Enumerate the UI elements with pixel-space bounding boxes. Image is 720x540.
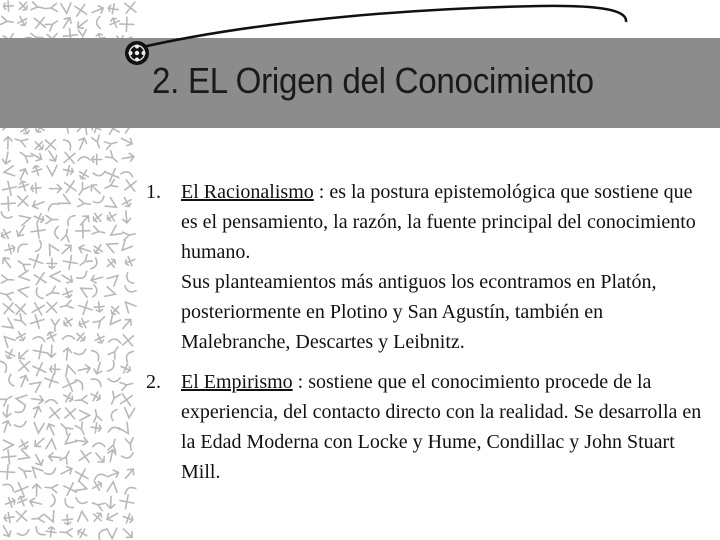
pattern-glyph [122, 467, 136, 481]
pattern-glyph [46, 439, 57, 450]
pattern-glyph [91, 377, 103, 387]
slide-title: 2. EL Origen del Conocimiento [152, 60, 594, 101]
pattern-glyph [108, 225, 122, 239]
pattern-glyph [3, 181, 17, 195]
item-number: 2. [146, 371, 161, 393]
pattern-glyph [45, 468, 57, 476]
pattern-glyph [93, 473, 105, 480]
pattern-glyph [91, 258, 99, 270]
pattern-glyph [15, 421, 27, 428]
pattern-glyph [18, 196, 28, 206]
pattern-glyph [97, 528, 106, 540]
pattern-glyph [108, 378, 120, 382]
pattern-glyph [49, 408, 60, 419]
pattern-glyph [104, 256, 118, 270]
pattern-glyph [120, 380, 134, 391]
pattern-glyph [4, 496, 17, 509]
pattern-glyph [93, 314, 107, 328]
pattern-glyph [46, 216, 58, 224]
pattern-glyph [3, 512, 14, 523]
pattern-glyph [51, 495, 56, 507]
pattern-glyph [33, 423, 44, 434]
pattern-glyph [75, 395, 88, 404]
pattern-glyph [47, 165, 57, 175]
pattern-glyph [46, 149, 59, 163]
pattern-glyph [122, 299, 136, 313]
pattern-glyph [1, 275, 14, 284]
pattern-glyph [64, 483, 77, 496]
pattern-glyph [51, 319, 59, 331]
item-extra-paragraph: Sus planteamientos más antiguos los econtramos en Platón, posteriormente en Plotino y San Agustín, también en Malebranche, Descartes y Leibnitz. [181, 271, 657, 353]
pattern-glyph [3, 440, 13, 450]
pattern-glyph [18, 270, 29, 281]
pattern-glyph [34, 273, 46, 285]
pattern-glyph [123, 335, 134, 346]
pattern-glyph [120, 195, 134, 209]
pattern-glyph [3, 166, 14, 177]
pattern-glyph [4, 243, 16, 255]
item-definition-paragraph [181, 177, 706, 267]
pattern-glyph [15, 405, 27, 415]
pattern-glyph [0, 212, 12, 220]
pattern-glyph [33, 484, 41, 496]
pattern-glyph [64, 152, 75, 163]
item-definition-paragraph [181, 367, 706, 487]
pattern-glyph [31, 198, 45, 210]
pattern-glyph [59, 194, 72, 207]
pattern-glyph [106, 314, 120, 328]
pattern-glyph [122, 211, 131, 224]
pattern-glyph [61, 286, 74, 299]
pattern-glyph [120, 317, 134, 331]
pattern-glyph [50, 364, 61, 375]
pattern-glyph [123, 485, 135, 494]
pattern-glyph [55, 227, 59, 239]
pattern-glyph [63, 336, 75, 340]
pattern-glyph [124, 255, 137, 268]
pattern-glyph [2, 450, 16, 464]
pattern-glyph [17, 438, 31, 452]
pattern-glyph [108, 345, 121, 359]
pattern-glyph [3, 482, 15, 491]
pattern-glyph [45, 511, 58, 524]
pattern-glyph [107, 272, 121, 286]
pattern-glyph [18, 374, 30, 388]
pattern-glyph [76, 481, 89, 494]
pattern-glyph [19, 361, 30, 372]
pattern-glyph [45, 526, 56, 537]
pattern-glyph [45, 422, 57, 436]
pattern-glyph [8, 374, 14, 386]
pattern-glyph [0, 289, 13, 300]
pattern-glyph [16, 258, 30, 272]
pattern-glyph [91, 499, 105, 511]
pattern-glyph [78, 284, 92, 298]
pattern-glyph [17, 285, 29, 297]
pattern-glyph [121, 170, 133, 176]
pattern-glyph [16, 242, 27, 253]
pattern-glyph [32, 212, 45, 225]
pattern-glyph [105, 240, 118, 253]
pattern-glyph [77, 511, 88, 522]
pattern-glyph [14, 329, 28, 343]
pattern-glyph [93, 196, 105, 205]
pattern-glyph [45, 286, 59, 299]
pattern-glyph [90, 422, 101, 433]
pattern-glyph [91, 210, 105, 224]
pattern-glyph [78, 364, 91, 374]
pattern-glyph [31, 183, 42, 194]
pattern-glyph [62, 165, 74, 177]
pattern-glyph [17, 167, 29, 181]
pattern-glyph [78, 255, 92, 269]
pattern-glyph [125, 438, 135, 451]
pattern-glyph [106, 151, 120, 165]
pattern-glyph [47, 201, 59, 210]
pattern-glyph [62, 514, 73, 525]
pattern-glyph [107, 528, 117, 538]
pattern-glyph [50, 271, 60, 281]
pattern-glyph [77, 213, 91, 227]
pattern-glyph [90, 479, 104, 493]
list-item-racionalismo [146, 177, 706, 357]
pattern-glyph [16, 495, 29, 508]
pattern-glyph [17, 530, 29, 537]
pattern-glyph [76, 469, 88, 481]
pattern-glyph [75, 378, 85, 390]
pattern-glyph [47, 258, 57, 268]
pattern-glyph [106, 496, 115, 508]
pattern-glyph [0, 524, 13, 538]
pattern-glyph [77, 167, 91, 181]
pattern-glyph [32, 435, 46, 449]
pattern-glyph [65, 214, 75, 226]
pattern-glyph [1, 465, 15, 479]
pattern-glyph [119, 422, 133, 436]
pattern-glyph [105, 510, 119, 523]
pattern-glyph [75, 436, 88, 445]
pattern-glyph [106, 469, 120, 481]
pattern-glyph [122, 512, 135, 525]
pattern-glyph [75, 422, 88, 436]
pattern-glyph [30, 378, 44, 392]
pattern-glyph [91, 409, 101, 422]
pattern-glyph [105, 198, 119, 212]
pattern-glyph [1, 196, 15, 210]
pattern-glyph [88, 182, 102, 196]
pattern-glyph [105, 210, 119, 224]
definition-racionalismo: : es la postura epistemológica que sostiene que es el pensamiento, la razón, la fuente principal del conocimiento humano. [181, 181, 696, 263]
pattern-glyph [94, 301, 105, 312]
pattern-glyph [65, 408, 76, 419]
pattern-glyph [76, 527, 90, 540]
pattern-glyph [61, 228, 71, 241]
pattern-glyph [108, 391, 120, 405]
pattern-glyph [63, 255, 77, 269]
pattern-glyph [78, 156, 90, 160]
pattern-glyph [30, 315, 44, 329]
pattern-glyph [32, 303, 44, 315]
pattern-glyph [29, 497, 43, 508]
pattern-glyph [16, 347, 30, 361]
term-empirismo: El Empirismo [181, 371, 293, 393]
content-list [146, 177, 706, 487]
pattern-glyph [60, 528, 72, 536]
pattern-glyph [61, 315, 75, 329]
definition-empirismo: : sostiene que el conocimiento procede de la experiencia, del contacto directo con la realidad. Se desarrolla en la Edad Moderna con Locke y Hume, Condillac y John Stuart Mill. [181, 371, 702, 483]
pattern-glyph [17, 464, 31, 477]
pattern-glyph [63, 364, 75, 376]
pattern-glyph [104, 287, 116, 299]
pattern-glyph [119, 362, 132, 375]
pattern-glyph [15, 304, 26, 315]
pattern-glyph [0, 227, 13, 240]
pattern-glyph [78, 244, 92, 255]
pattern-glyph [78, 199, 91, 208]
pattern-glyph [2, 151, 12, 164]
pattern-glyph [45, 242, 59, 256]
pattern-glyph [59, 300, 73, 311]
pattern-glyph [17, 180, 30, 193]
pattern-glyph [125, 273, 134, 285]
pattern-glyph [93, 332, 106, 345]
pattern-glyph [124, 286, 136, 294]
pattern-glyph [0, 419, 11, 433]
pattern-glyph [77, 271, 89, 281]
ornate-circle-icon [124, 40, 150, 66]
pattern-glyph [45, 399, 57, 403]
pattern-glyph [109, 338, 121, 343]
pattern-glyph [76, 182, 89, 196]
pattern-glyph [15, 483, 28, 496]
pattern-glyph [33, 345, 47, 359]
pattern-glyph [121, 153, 134, 163]
list-item-empirismo [146, 367, 706, 487]
pattern-glyph [31, 395, 44, 405]
pattern-glyph [62, 348, 71, 361]
pattern-glyph [104, 138, 118, 149]
pattern-glyph [18, 149, 32, 163]
pattern-glyph [92, 226, 105, 236]
pattern-glyph [32, 453, 45, 467]
pattern-glyph [64, 181, 76, 193]
pattern-glyph [76, 224, 90, 238]
pattern-glyph [59, 465, 73, 477]
pattern-glyph [75, 498, 87, 506]
pattern-glyph [3, 303, 14, 314]
pattern-glyph [90, 510, 104, 524]
pattern-glyph [3, 347, 16, 360]
pattern-glyph [59, 243, 73, 257]
item-number: 1. [146, 181, 161, 203]
pattern-glyph [74, 349, 86, 356]
pattern-glyph [89, 390, 103, 404]
pattern-glyph [125, 180, 136, 191]
pattern-glyph [92, 154, 102, 164]
pattern-glyph [33, 363, 46, 376]
pattern-glyph [93, 451, 107, 465]
pattern-glyph [31, 224, 45, 238]
pattern-glyph [79, 451, 91, 463]
pattern-glyph [121, 394, 133, 406]
item-body [181, 367, 706, 487]
pattern-glyph [121, 526, 135, 540]
pattern-glyph [91, 242, 105, 256]
pattern-glyph [45, 140, 55, 150]
pattern-glyph [62, 434, 76, 448]
pattern-glyph [93, 285, 98, 297]
pattern-glyph [79, 301, 92, 314]
pattern-glyph [124, 350, 133, 362]
pattern-glyph [63, 499, 74, 510]
pattern-glyph [107, 361, 116, 373]
pattern-glyph [124, 408, 135, 419]
pattern-glyph [122, 453, 134, 459]
pattern-glyph [106, 169, 119, 182]
pattern-glyph [107, 481, 118, 492]
pattern-glyph [0, 393, 14, 406]
pattern-glyph [77, 317, 90, 330]
pattern-glyph [32, 138, 46, 152]
item-body [181, 177, 706, 357]
pattern-glyph [47, 345, 56, 357]
pattern-glyph [93, 171, 105, 176]
pattern-glyph [74, 330, 88, 344]
pattern-glyph [93, 443, 105, 447]
pattern-glyph [34, 288, 43, 300]
pattern-glyph [92, 349, 101, 361]
pattern-glyph [60, 272, 74, 285]
pattern-glyph [118, 239, 132, 253]
pattern-glyph [1, 333, 15, 347]
pattern-glyph [49, 185, 61, 193]
pattern-glyph [31, 164, 44, 177]
pattern-glyph [45, 374, 58, 387]
pattern-glyph [60, 450, 73, 464]
pattern-glyph [34, 527, 45, 538]
pattern-glyph [18, 450, 31, 463]
pattern-glyph [61, 391, 75, 405]
pattern-glyph [16, 511, 27, 522]
pattern-glyph [33, 336, 45, 342]
pattern-glyph [108, 303, 122, 317]
pattern-glyph [45, 483, 58, 492]
term-racionalismo: El Racionalismo [181, 181, 314, 203]
pattern-glyph [32, 514, 44, 523]
pattern-glyph [63, 378, 76, 391]
pattern-glyph [1, 360, 9, 372]
pattern-glyph [120, 495, 134, 509]
pattern-glyph [58, 421, 72, 435]
pattern-glyph [31, 405, 43, 419]
pattern-glyph [80, 410, 90, 420]
pattern-glyph [123, 230, 136, 240]
pattern-glyph [45, 330, 58, 343]
pattern-glyph [90, 273, 104, 284]
pattern-glyph [93, 361, 104, 375]
pattern-glyph [15, 314, 29, 328]
pattern-glyph [36, 240, 43, 252]
pattern-glyph [19, 213, 31, 225]
pattern-glyph [108, 426, 120, 432]
pattern-glyph [47, 302, 57, 312]
pattern-glyph [29, 254, 42, 267]
pattern-glyph [110, 408, 118, 420]
pattern-glyph [0, 255, 14, 269]
pattern-glyph [15, 394, 26, 405]
